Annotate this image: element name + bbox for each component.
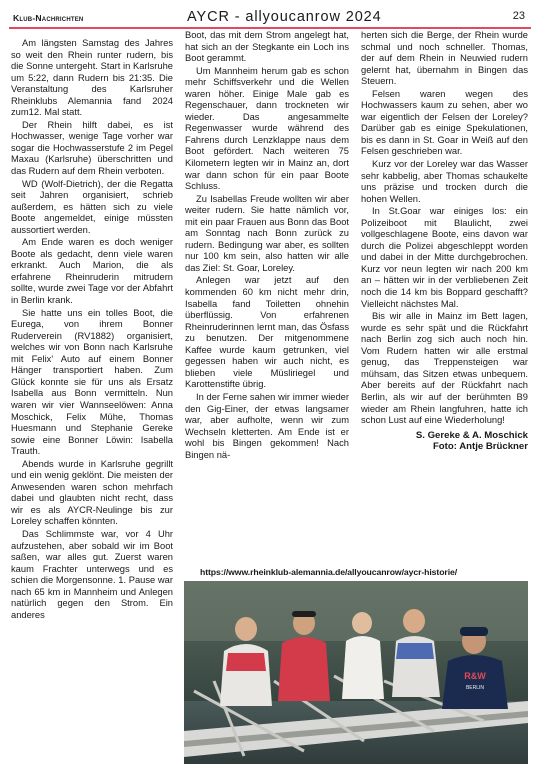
- paragraph: Bis wir alle in Mainz im Bett lagen, wurde es sehr spät und die Rückfahrt nach Berlin zog sich auch noch hin. Vom Rudern hatten wir alle erstmal genug, das Treppensteigen war mühsam, das Sitzen etwas unbequem. Aber bereits auf der Rückfahrt nach Berlin, als wir auf der berühmten B9 wieder am Rhein langfuhren, hatte ich schon Lust auf eine Wiederholung!: [361, 311, 528, 426]
- section-label: Klub-Nachrichten: [13, 13, 84, 23]
- header-rule: [9, 27, 531, 29]
- photo-credit: Foto: Antje Brückner: [432, 441, 528, 453]
- paragraph: Um Mannheim herum gab es schon mehr Schiffsverkehr und die Wellen waren höher. Einige Male gab es Regenschauer, dann trockneten wir wieder. Das angesammelte Regenwasser wurde während des Fahrens durch Lenzklappe naus dem Boot gefördert. Nach weiteren 75 Kilometern legten wir in Mainz an, dort war dann schon für ein paar Boote Schluss.: [185, 65, 349, 192]
- paragraph: In der Ferne sahen wir immer wieder den Gig-Einer, der etwas langsamer war, aber aufholte, wenn wir zum Wechseln kletterten. Am Ende ist er wohl bis Bingen gekommen! Nach Bingen nä-: [185, 391, 349, 460]
- article-column-3: [361, 30, 528, 453]
- history-link[interactable]: https://www.rheinklub-alemannia.de/allyoucanrow/aycr-historie/: [200, 567, 458, 577]
- page-title: AYCR - allyoucanrow 2024: [187, 9, 382, 25]
- paragraph: Abends wurde in Karlsruhe gegrillt und ein wenig geklönt. Die meisten der Anwesenden waren schon mehrfach dabei und glaubten nicht recht, dass wir es als AYCR-Neulinge bis zur Loreley schaffen könnten.: [11, 458, 173, 527]
- paragraph: Boot, das mit dem Strom angelegt hat, hat sich an der Stegkante ein Loch ins Boot gerammt.: [185, 30, 349, 64]
- page-number: 23: [512, 10, 525, 22]
- article-column-1: [11, 38, 173, 621]
- paragraph: Felsen waren wegen des Hochwassers kaum zu sehen, aber wo war eigentlich der Felsen der Loreley? Darüber gab es einige Spekulationen, bis es dann in St. Goar in Weiß auf den Felsen geschrieben war.: [361, 88, 528, 157]
- shirt-logo-subtext: BERLIN: [465, 685, 485, 691]
- rowing-photo-image: [184, 581, 528, 764]
- page-header: [9, 8, 531, 28]
- paragraph: Zu Isabellas Freude wollten wir aber weiter rudern. Sie hatte nämlich vor, mit ein paar Frauen aus Bonn das Boot am Sonntag nach Bonn zurück zu rudern. Bedingung war aber, es sollten nur 100 km sein, also hatten wir alle das Ziel: St. Goar, Loreley.: [185, 193, 349, 273]
- paragraph: Anlegen war jetzt auf den kommenden 60 km nicht mehr drin, Isabella fand Toiletten ohnehin überflüssig. Von erfahrenen Rheinruderinnen lernt man, das Ösfass zu benutzen. Der mitgenommene Kaffee wurde kaum getrunken, viel gegessen haben wir auch nicht, es blieben viele Müsliriegel und Karottenstifte übrig.: [185, 275, 349, 390]
- article-column-2: [185, 30, 349, 461]
- paragraph: WD (Wolf-Dietrich), der die Regatta seit Jahren organisiert, schrieb außerdem, es hätten sich zu viele Boote angemeldet, einige müssten aussortiert werden.: [11, 178, 173, 235]
- paragraph: Am Ende waren es doch weniger Boote als gedacht, denn viele waren erkrankt. Auch Marion, die als erfahrene Rheinruderin mitrudern sollte, wurde zwei Tage vor der Abfahrt in Berlin krank.: [11, 237, 173, 306]
- paragraph: Kurz vor der Loreley war das Wasser sehr kabbelig, aber Thomas schaukelte uns präzise und trocken durch die hohen Wellen.: [361, 159, 528, 204]
- paragraph: Am längsten Samstag des Jahres so weit den Rhein runter rudern, bis die Sonne untergeht. Start in Karlsruhe um 5:22, dann Rudern bis 21:35. Die Veranstaltung des Karlsruher Rheinklubs Alemannia fand 2024 zum12. Mal statt.: [11, 38, 173, 118]
- author-signature: S. Gereke & A. Moschick: [415, 429, 528, 441]
- paragraph: Der Rhein hilft dabei, es ist Hochwasser, wenige Tage vorher war sogar die Hochwasserstufe 2 im Pegel Maxau (Karlsruhe) überschritten und das Rudern auf dem Rhein verboten.: [11, 119, 173, 177]
- paragraph: In St.Goar war einiges los: ein Polizeiboot mit Blaulicht, zwei vollgeschlagene Boote, eins davon war durch die Polizei abgeschleppt worden und dabei in der Mitte durchgebrochen. Kurz vor neun legten wir nach 200 km an – hätten wir in der verbliebenen Zeit noch die 14 km bis Boppard geschafft? Vielleicht nächstes Mal.: [361, 206, 528, 309]
- paragraph: herten sich die Berge, der Rhein wurde schmal und noch schneller. Thomas, der auf dem Rhein in Neuwied rudern gelernt hat, übernahm in Bingen das Steuern.: [361, 30, 528, 87]
- shirt-logo-text: R&W: [464, 671, 486, 681]
- paragraph: Das Schlimmste war, vor 4 Uhr aufzustehen, aber sobald wir im Boot saßen, war alles gut. Zuerst waren kaum Frachter unterwegs und es schien die Morgensonne. 1. Pause war nach 65 km in Mannheim und Anlegen natürlich gegen den Strom. Ein anderes: [11, 528, 173, 620]
- rowing-photo: [184, 581, 528, 764]
- paragraph: Sie hatte uns ein tolles Boot, die Eurega, von ihrem Bonner Ruderverein (RV1882) organisiert, welches wir von Bonn nach Karlsruhe mit Felix' Auto auf einem Bonner Hänger transportiert haben. Zum Glück konnte sie für uns als Ersatz Isabella aus Bonn vermitteln. Nun waren wir vier Wannseelöwen: Anna Moschick, Felix Mühe, Thomas Huesmann und Stephanie Gereke sowie eine Bonner Löwin: Isabella Trauth.: [11, 307, 173, 457]
